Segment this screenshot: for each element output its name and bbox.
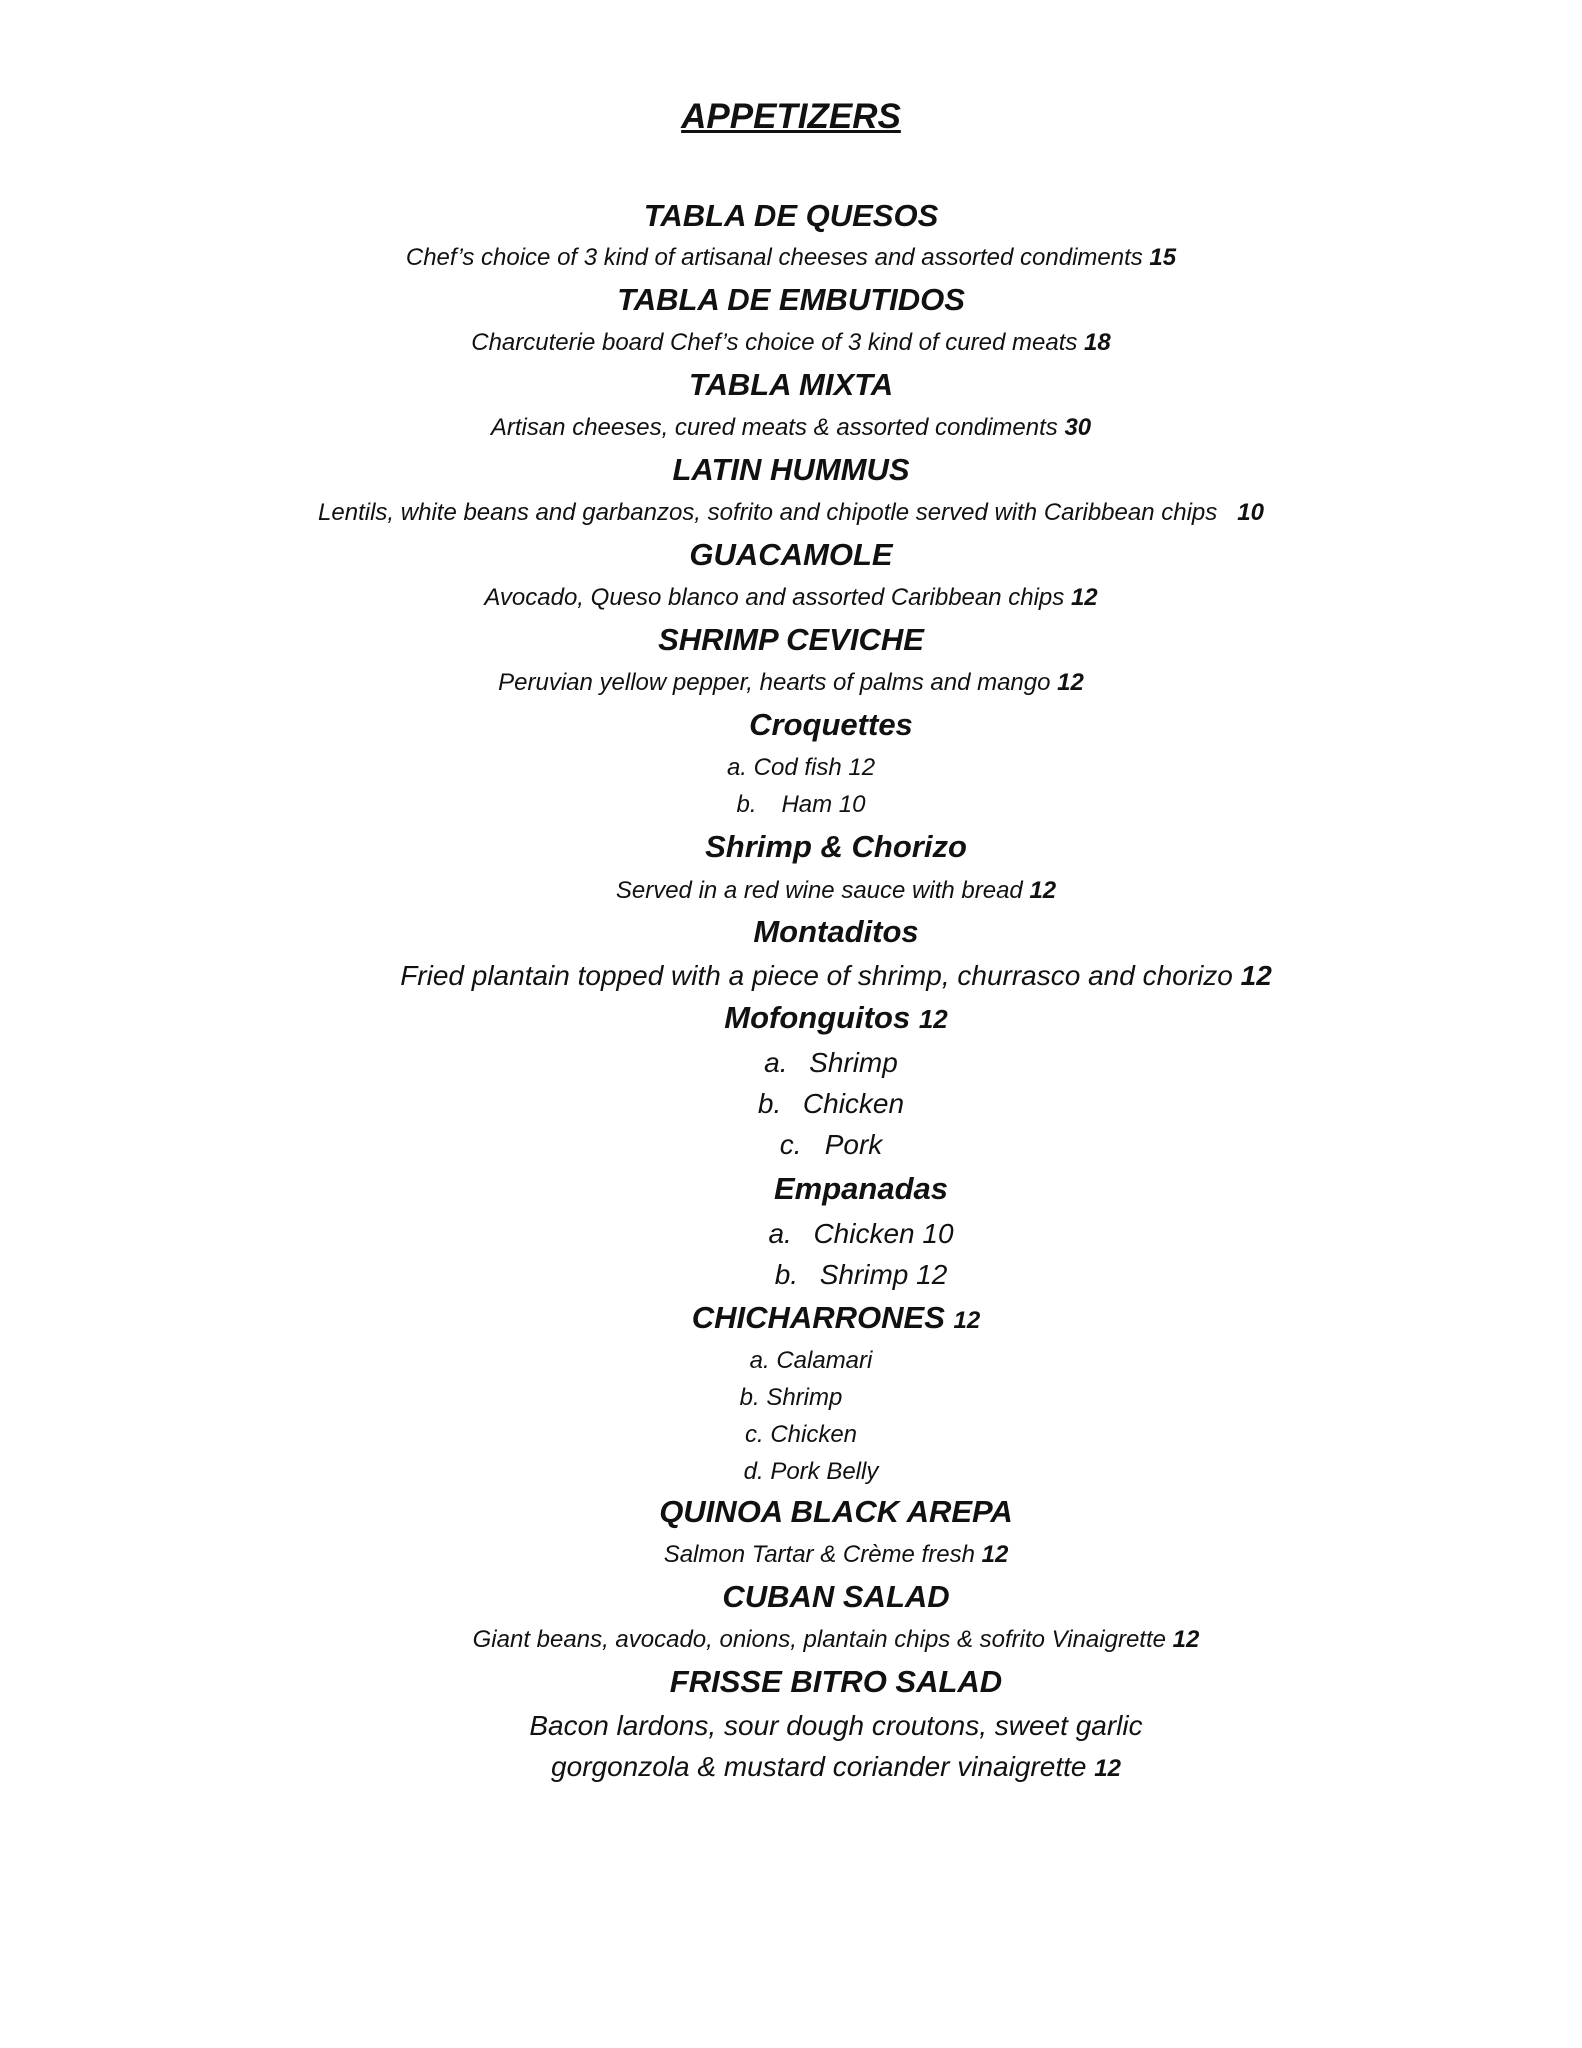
item-name-guacamole: GUACAMOLE: [689, 537, 893, 572]
item-price: 12: [953, 1307, 981, 1334]
option-label: a.: [768, 1218, 792, 1249]
item-desc-shrimp-ceviche: [0, 669, 1582, 697]
option-text: Shrimp: [766, 1384, 843, 1411]
option-chicharrones-b: [0, 1384, 1582, 1412]
item-desc-tabla-mixta: [0, 414, 1582, 442]
item-price: 18: [1084, 329, 1111, 356]
item-name-montaditos: Montaditos: [753, 914, 919, 949]
item-price: 12: [1070, 584, 1098, 611]
item-price: 12: [981, 1541, 1009, 1568]
option-label: c.: [779, 1129, 802, 1160]
item-desc-tabla-de-embutidos: [0, 329, 1582, 357]
item-desc-text: Chef’s choice of 3 kind of artisanal cheeses and assorted condiments: [405, 244, 1143, 271]
option-label: a.: [764, 1047, 788, 1078]
item-price: 12: [1029, 877, 1057, 904]
item-price: 12: [1172, 1626, 1200, 1653]
item-desc-text: Served in a red wine sauce with bread: [615, 877, 1023, 904]
item-name-croquettes: Croquettes: [749, 707, 913, 742]
option-label: b.: [757, 1088, 782, 1119]
item-desc-tabla-de-quesos: [0, 244, 1582, 272]
option-label: d.: [743, 1458, 764, 1485]
item-name-latin-hummus: LATIN HUMMUS: [672, 452, 910, 487]
option-text: Ham 10: [781, 791, 866, 818]
option-empanadas-a: [70, 1218, 1582, 1250]
option-text: Chicken: [770, 1421, 858, 1448]
item-desc-frisse-bitro-salad-line2: [45, 1751, 1582, 1783]
item-name-frisse-bitro-salad: FRISSE BITRO SALAD: [669, 1664, 1003, 1699]
item-desc-quinoa-black-arepa: [45, 1541, 1582, 1569]
option-text: Pork Belly: [770, 1458, 879, 1485]
option-chicharrones-a: [20, 1347, 1582, 1375]
item-desc-latin-hummus: [0, 499, 1582, 527]
option-mofonguitos-b: [40, 1088, 1582, 1120]
item-name-text: CHICHARRONES: [691, 1300, 945, 1335]
item-price: 15: [1149, 244, 1177, 271]
option-text: Chicken 10: [813, 1218, 954, 1249]
option-croquettes-a: [10, 754, 1582, 782]
item-desc-frisse-bitro-salad-line1: Bacon lardons, sour dough croutons, sweet garlic: [529, 1710, 1143, 1741]
option-chicharrones-c: [10, 1421, 1582, 1449]
item-name-shrimp-ceviche: SHRIMP CEVICHE: [658, 622, 924, 657]
item-price: 10: [1237, 499, 1264, 526]
item-price: 12: [1057, 669, 1084, 696]
item-desc-text: Charcuterie board Chef’s choice of 3 kind of cured meats: [471, 329, 1078, 356]
option-croquettes-b: [10, 791, 1582, 819]
option-label: a.: [749, 1347, 770, 1374]
option-chicharrones-d: [20, 1458, 1582, 1486]
item-desc-text: Giant beans, avocado, onions, plantain chips & sofrito Vinaigrette: [472, 1626, 1166, 1653]
item-name-quinoa-black-arepa: QUINOA BLACK AREPA: [659, 1494, 1013, 1529]
option-mofonguitos-c: [40, 1129, 1582, 1161]
item-desc-guacamole: [0, 584, 1582, 612]
option-text: Shrimp: [809, 1047, 898, 1078]
option-label: b.: [736, 791, 757, 818]
item-price: 30: [1064, 414, 1092, 441]
option-text: Calamari: [776, 1347, 873, 1374]
item-price: 12: [1094, 1755, 1121, 1782]
item-name-empanadas: Empanadas: [773, 1171, 948, 1206]
item-desc-text: Artisan cheeses, cured meats & assorted condiments: [490, 414, 1058, 441]
item-desc-cuban-salad: [45, 1626, 1582, 1654]
option-text: Pork: [824, 1129, 883, 1160]
item-name-cuban-salad: CUBAN SALAD: [722, 1579, 950, 1614]
option-text: Cod fish 12: [753, 754, 876, 781]
item-name-tabla-mixta: TABLA MIXTA: [688, 367, 894, 402]
item-desc-text: Fried plantain topped with a piece of shrimp, churrasco and chorizo: [400, 960, 1233, 991]
option-empanadas-b: [70, 1259, 1582, 1291]
item-name-tabla-de-quesos: TABLA DE QUESOS: [643, 198, 939, 233]
option-text: Shrimp 12: [819, 1259, 948, 1290]
option-label: b.: [774, 1259, 799, 1290]
page-title: APPETIZERS: [681, 97, 901, 136]
item-desc-text: Lentils, white beans and garbanzos, sofrito and chipotle served with Caribbean chips: [318, 499, 1218, 526]
item-name-shrimp-chorizo: Shrimp & Chorizo: [705, 829, 967, 864]
item-name-text: Mofonguitos: [724, 1000, 911, 1035]
item-desc-text: gorgonzola & mustard coriander vinaigrette: [551, 1751, 1087, 1782]
item-desc-montaditos: [45, 960, 1582, 992]
item-name-chicharrones: [45, 1300, 1582, 1336]
option-label: b.: [739, 1384, 760, 1411]
item-desc-text: Avocado, Queso blanco and assorted Caribbean chips: [484, 584, 1065, 611]
option-mofonguitos-a: [40, 1047, 1582, 1079]
item-desc-shrimp-chorizo: [45, 877, 1582, 905]
item-desc-text: Salmon Tartar & Crème fresh: [663, 1541, 975, 1568]
item-name-tabla-de-embutidos: TABLA DE EMBUTIDOS: [617, 282, 965, 317]
item-name-mofonguitos: [45, 1000, 1582, 1036]
item-desc-text: Peruvian yellow pepper, hearts of palms and mango: [498, 669, 1051, 696]
item-price: 12: [918, 1004, 948, 1034]
option-label: a.: [726, 754, 747, 781]
item-price: 12: [1240, 960, 1272, 991]
option-text: Chicken: [802, 1088, 905, 1119]
option-label: c.: [744, 1421, 764, 1448]
